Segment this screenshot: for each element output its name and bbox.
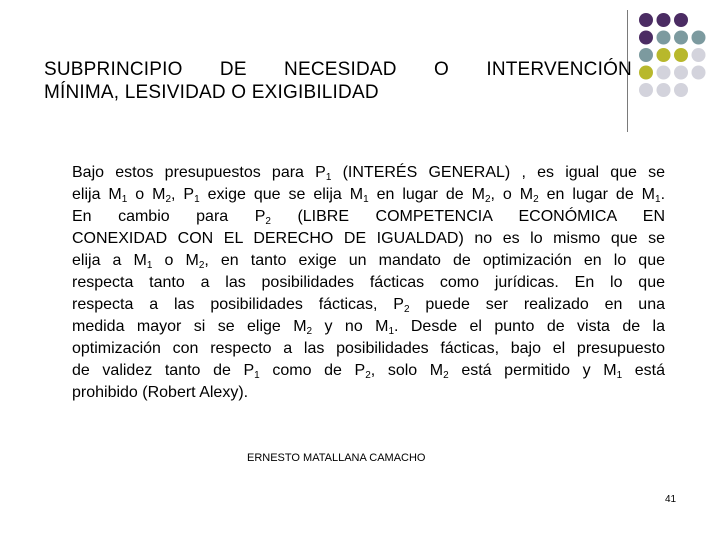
text-run: En cambio para P (72, 208, 266, 225)
text-run: está (622, 362, 665, 379)
decorative-dot (692, 66, 706, 80)
title-word: DE (219, 59, 247, 80)
decorative-dot (639, 83, 653, 97)
body-line (72, 184, 665, 206)
decorative-dot (674, 83, 688, 97)
text-run: puede ser realizado en una (409, 296, 665, 313)
decorative-dot (674, 66, 688, 80)
decorative-dot (692, 31, 706, 45)
subscript: 2 (403, 304, 410, 315)
subscript: 1 (388, 326, 395, 337)
text-run: Bajo estos presupuestos para P (72, 164, 326, 181)
text-run: en lugar de M (538, 186, 656, 203)
subscript: 1 (363, 194, 369, 205)
title-word: SUBPRINCIPIO (44, 59, 183, 80)
decorative-dot (639, 13, 653, 27)
text-run: y no M (312, 318, 389, 335)
decorative-dot (692, 48, 706, 62)
decorative-dot (657, 48, 671, 62)
subscript: 2 (484, 194, 491, 205)
title-word: NECESIDAD (284, 59, 397, 80)
text-run: , en tanto exige un mandato de optimización en lo que (204, 252, 666, 269)
text-run: respecta a las posibilidades fácticas, P (72, 296, 404, 313)
text-run: . Desde el punto de vista de la (394, 318, 665, 335)
text-run: (LIBRE COMPETENCIA ECONÓMICA EN (270, 208, 666, 225)
text-run: , P (171, 186, 195, 203)
body-line (72, 294, 665, 316)
title-line-1 (44, 58, 632, 81)
text-run: CONEXIDAD CON EL DERECHO DE IGUALDAD) no es lo mismo que se (72, 230, 665, 247)
title-line-2: MÍNIMA, LESIVIDAD O EXIGIBILIDAD (44, 82, 379, 103)
title-word: INTERVENCIÓN (486, 59, 632, 80)
decorative-dot (639, 66, 653, 80)
page-number: 41 (665, 494, 677, 505)
decorative-dot (639, 31, 653, 45)
text-run: prohibido (Robert Alexy). (72, 384, 249, 401)
text-run: exige que se elija M (199, 186, 364, 203)
body-line (72, 206, 665, 228)
text-run: elija a M (72, 252, 147, 269)
body-paragraph (72, 162, 665, 404)
subscript: 2 (198, 260, 205, 271)
text-run: o M (152, 252, 199, 269)
subscript: 1 (121, 194, 128, 205)
body-line (72, 338, 665, 360)
decorative-dot (674, 13, 688, 27)
body-line (72, 316, 665, 338)
text-run: , solo M (370, 362, 444, 379)
text-run: como de P (259, 362, 366, 379)
subscript: 2 (165, 194, 172, 205)
text-run: está permitido y M (448, 362, 617, 379)
body-line (72, 272, 665, 294)
title-word: O (434, 59, 450, 80)
decorative-dot (657, 83, 671, 97)
subscript: 1 (194, 194, 200, 205)
text-run: medida mayor si se elige M (72, 318, 307, 335)
body-line (72, 228, 665, 250)
author-name: ERNESTO MATALLANA CAMACHO (247, 452, 426, 464)
decorative-dot (674, 31, 688, 45)
subscript: 2 (365, 370, 371, 381)
slide-title (44, 58, 632, 104)
subscript: 2 (443, 370, 449, 381)
text-run: optimización con respecto a las posibilidades fácticas, bajo el presupuesto (72, 340, 665, 357)
subscript: 2 (306, 326, 313, 337)
body-line (72, 162, 665, 184)
text-run: o M (127, 186, 166, 203)
subscript: 1 (325, 172, 332, 183)
text-run: . (660, 186, 666, 203)
body-line (72, 250, 665, 272)
text-run: elija M (72, 186, 122, 203)
subscript: 1 (254, 370, 260, 381)
text-run: respecta tanto a las posibilidades fácticas como jurídicas. En lo que (72, 274, 665, 291)
decorative-dot (639, 48, 653, 62)
subscript: 2 (533, 194, 539, 205)
decorative-dot (657, 13, 671, 27)
text-run: , o M (490, 186, 534, 203)
body-line (72, 360, 665, 382)
subscript: 1 (146, 260, 153, 271)
body-line (72, 382, 665, 404)
text-run: (INTERÉS GENERAL) , es igual que se (331, 164, 665, 181)
text-run: de validez tanto de P (72, 362, 255, 379)
text-run: en lugar de M (368, 186, 485, 203)
subscript: 2 (265, 216, 271, 227)
subscript: 1 (655, 194, 661, 205)
decorative-dot (657, 66, 671, 80)
decorative-dot (674, 48, 688, 62)
decorative-dot (657, 31, 671, 45)
subscript: 1 (616, 370, 623, 381)
